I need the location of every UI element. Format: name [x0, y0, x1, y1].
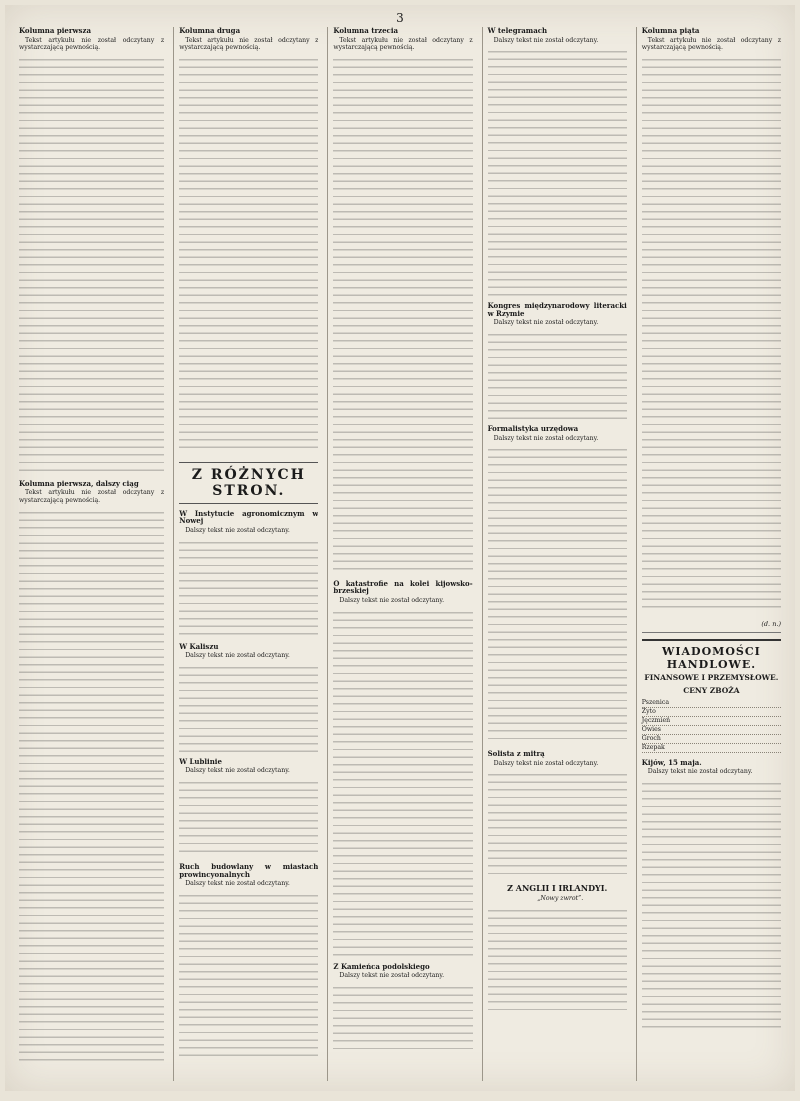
text-block — [179, 537, 318, 637]
text-block — [642, 778, 781, 1028]
column-3 — [327, 27, 472, 1081]
newspaper-page — [5, 5, 795, 1091]
text-block — [333, 982, 472, 1052]
article-text: „Nowy zwrot”. — [537, 894, 584, 902]
article — [333, 580, 472, 957]
text-block — [488, 905, 627, 1015]
article-text: Dalszy tekst nie został odczytany. — [339, 596, 445, 604]
article — [333, 27, 472, 574]
column-4 — [482, 27, 627, 1081]
article-text: Tekst artykułu nie został odczytany z wystarczającą pewnością. — [19, 489, 165, 504]
article-text: Tekst artykułu nie został odczytany z wystarczającą pewnością. — [641, 36, 781, 52]
price-label: Pszenica — [641, 698, 670, 706]
article — [642, 27, 781, 614]
article-text: Dalszy tekst nie został odczytany. — [185, 652, 290, 660]
text-block — [488, 444, 627, 744]
article — [179, 758, 318, 857]
article — [488, 302, 627, 419]
article-headline: Kolumna trzecia — [333, 27, 399, 35]
article — [488, 425, 627, 744]
article — [333, 963, 472, 1052]
article-text: Dalszy tekst nie został odczytany. — [185, 880, 290, 888]
column-2 — [173, 27, 318, 1081]
text-block — [179, 662, 318, 752]
box-heading: CENY ZBOŻA — [683, 685, 740, 695]
article-text: Dalszy tekst nie został odczytany. — [185, 767, 290, 775]
article — [19, 27, 164, 474]
article — [179, 643, 318, 752]
text-block — [488, 46, 627, 296]
article-headline: Z Kamieńca podolskiego — [333, 961, 430, 971]
price-row — [642, 726, 781, 735]
article-headline: Kolumna piąta — [641, 27, 700, 35]
article-text: Dalszy tekst nie został odczytany. — [339, 972, 445, 980]
commerce-box — [642, 639, 781, 1028]
box-subtitle: FINANSOWE I PRZEMYSŁOWE. — [644, 672, 779, 682]
article-headline: Formalistyka urzędowa — [487, 423, 579, 433]
divider — [642, 632, 781, 633]
article-text: Dalszy tekst nie został odczytany. — [185, 526, 290, 534]
article — [488, 27, 627, 296]
article-headline: Solista z mitrą — [487, 749, 545, 759]
text-block — [19, 507, 164, 1067]
article-text: Tekst artykułu nie został odczytany z wystarczającą pewnością. — [19, 36, 165, 52]
article — [488, 885, 627, 1014]
article — [19, 480, 164, 1067]
text-block — [179, 54, 318, 454]
article-headline: W Kaliszu — [179, 641, 219, 651]
price-row — [642, 717, 781, 726]
text-block — [179, 890, 318, 1060]
article-text: Dalszy tekst nie został odczytany. — [647, 768, 753, 776]
article-text: Tekst artykułu nie został odczytany z wystarczającą pewnością. — [333, 36, 473, 52]
box-title: WIADOMOŚCI HANDLOWE. — [642, 639, 781, 671]
text-block — [488, 769, 627, 879]
article-text: Tekst artykułu nie został odczytany z wystarczającą pewnością. — [179, 36, 319, 52]
text-block — [642, 54, 781, 614]
article-headline: O katastrofie na kolei kijowsko-brzeskiej — [333, 578, 473, 596]
article — [179, 510, 318, 637]
article-headline: Ruch budowlany w miastach prowincyonalnych — [179, 861, 319, 879]
article-headline: W Lublinie — [179, 756, 222, 766]
page-number: 3 — [396, 11, 404, 25]
article-headline: W telegramach — [487, 27, 548, 35]
price-row — [642, 708, 781, 717]
price-row — [642, 744, 781, 753]
article-text: Dalszy tekst nie został odczytany. — [493, 36, 599, 44]
text-block — [19, 54, 164, 474]
article-signature: (d. n.) — [761, 619, 781, 628]
text-block — [179, 777, 318, 857]
price-label: Rzepak — [641, 743, 665, 751]
price-label: Owies — [641, 725, 661, 733]
article — [179, 863, 318, 1060]
column-5 — [636, 27, 781, 1081]
price-label: Jęczmień — [641, 716, 671, 724]
article-headline: Kijów, 15 maja. — [641, 757, 702, 767]
article-headline: Z ANGLII I IRLANDYI. — [507, 883, 608, 894]
article-text: Dalszy tekst nie został odczytany. — [493, 319, 599, 327]
text-block — [333, 607, 472, 957]
article — [642, 759, 781, 1028]
price-label: Groch — [641, 734, 661, 742]
price-row — [642, 699, 781, 708]
text-block — [488, 329, 627, 419]
section-title: Z RÓŻNYCH STRON. — [179, 462, 318, 504]
article-headline: W Instytucie agronomicznym w Nowej — [179, 508, 319, 526]
article-headline: Kongres międzynarodowy literacki w Rzymie — [487, 301, 627, 318]
article-text: Dalszy tekst nie został odczytany. — [493, 759, 599, 767]
article-headline: Kolumna pierwsza — [19, 27, 91, 35]
article-text: Dalszy tekst nie został odczytany. — [493, 434, 599, 442]
price-row — [642, 735, 781, 744]
article — [488, 750, 627, 879]
text-block — [333, 54, 472, 574]
price-label: Żyto — [641, 707, 656, 715]
article-headline: Kolumna druga — [179, 27, 241, 35]
column-1 — [19, 27, 164, 1081]
article — [179, 27, 318, 454]
article-headline: Kolumna pierwsza, dalszy ciąg — [19, 478, 139, 488]
columns — [19, 27, 781, 1081]
